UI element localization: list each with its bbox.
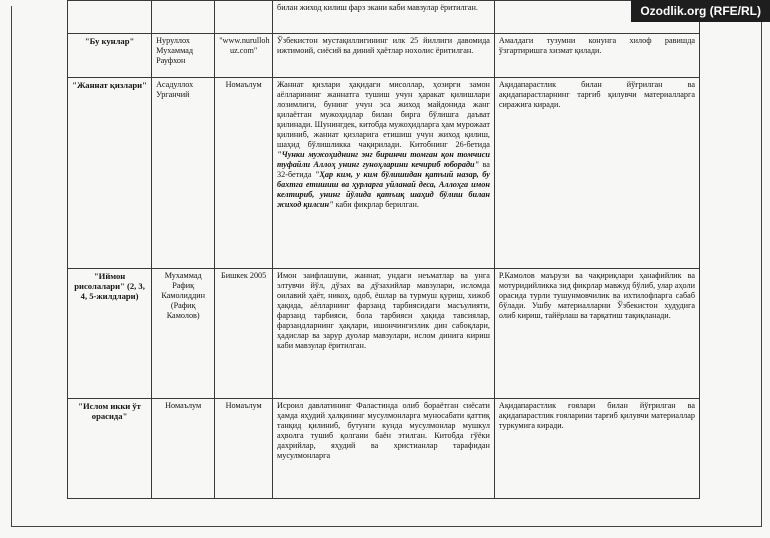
table-row bbox=[68, 34, 700, 78]
assessment-cell: Ақидапарастлик ғоялари билан йўғрилган ва ақидапарастлик ғояларини тарғиб қилувчи материаллар туркумига киради. bbox=[494, 399, 699, 499]
publisher-cell: Бишкек 2005 bbox=[215, 269, 273, 399]
title-cell: "Иймон рисолалари" (2, 3, 4, 5-жилдлари) bbox=[68, 269, 152, 399]
description-text: ва 32-бетида bbox=[277, 160, 490, 179]
title-cell: "Бу кунлар" bbox=[68, 34, 152, 78]
description-text: каби фикрлар берилган. bbox=[333, 200, 419, 209]
description-cell bbox=[273, 78, 495, 269]
title-cell bbox=[68, 1, 152, 34]
publisher-cell bbox=[215, 1, 273, 34]
author-cell: Асадуллох Урганчий bbox=[152, 78, 215, 269]
table-row bbox=[68, 399, 700, 499]
description-cell: Исроил давлатининг Фаластинда олиб бораётган сиёсати ҳамда яҳудий ҳалқининг мусулмонларга муносабати қаттиқ танқид қилиниб, бутунги кунда мусулмонлар мушкул аҳволга тушиб қолгани баён этилган. Китобда гўёки дахрийлар, яҳудий ва христианлар тарафидан мусулмонларга bbox=[273, 399, 495, 499]
publisher-cell: Номаълум bbox=[215, 399, 273, 499]
description-cell: Ўзбекистон мустақиллигининг илк 25 йиллиги давомида ижтимоий, сиёсий ва диний ҳаётлар ноxолис ёритилган. bbox=[273, 34, 495, 78]
publisher-cell: Номаълум bbox=[215, 78, 273, 269]
watermark-label: Ozodlik.org (RFE/RL) bbox=[631, 0, 770, 22]
quote-text: "Ҳар ким, у ким бўлишидан қатъий назар, бу бахтга етишиш ва ҳурларга уйланай деса, Аллоҳга имон келтириб, унинг йўлида қатъиқ шаҳид бўлиш билан жиход қилсин" bbox=[277, 170, 490, 209]
assessment-cell: Р.Камолов маърузи ва чақириқлари ҳанафийлик ва мотуридийликка зид фикрлар мавжуд бўлиб, улар аҳоли орасида турли тушунмовчилик ва иxтилофларга сабаб бўлади. Ушбу материалларни Ўзбекистон худудига олиб кириш, тайёрлаш ва тарқатиш тақиқланади. bbox=[494, 269, 699, 399]
author-cell: Нуруллох Мухаммад Рауфхон bbox=[152, 34, 215, 78]
title-cell: "Жаннат қизлари" bbox=[68, 78, 152, 269]
publisher-cell: "www.nurulloh uz.com" bbox=[215, 34, 273, 78]
title-cell: "Ислом икки ўт орасида" bbox=[68, 399, 152, 499]
table-row bbox=[68, 78, 700, 269]
table-row bbox=[68, 1, 700, 34]
description-cell: билан жиход килиш фарз экани каби мавзулар ёритилган. bbox=[273, 1, 495, 34]
table-row bbox=[68, 269, 700, 399]
assessment-cell: Амалдаги тузумни конунга хилоф равишда ўзгартиришга хизмат қилади. bbox=[494, 34, 699, 78]
author-cell: Мухаммад Рафиқ Камолиддин (Рафиқ Камолов) bbox=[152, 269, 215, 399]
document-table bbox=[67, 0, 700, 499]
quote-text: "Чунки мужоҳиднинг энг биринчи томган қон томчиси туфайли Аллоҳ унинг гуноҳларини кечириб юборади" bbox=[277, 150, 490, 169]
author-cell: Номаълум bbox=[152, 399, 215, 499]
description-text: Жаннат қизлари ҳақидаги мисоллар, ҳозирги замон аёлларининг жаннатга тушиш учун ҳаракат қилишлари лозимлиги, бунинг учун эса жиход майдонида жанг қилаётган мужоҳидлар билан бирга бўлишга даъват қилинади. Шунингдек, китобда мужоҳидларга ҳам мурожаат қилиниб, жаннат қизларига етишиш учун жиход қилиш, шаҳид бўлишликка чақирилади. Китобнинг 26-бетида bbox=[277, 80, 490, 149]
description-cell: Имон заифлашуви, жаннат, ундаги неъматлар ва унга элтувчи йўл, дўзах ва дўзахийлар мавзулари, исломда оилавий ҳаёт, никоҳ, одоб, ёшлар ва турмуш қуриш, хижоб ҳақида, аёлларнинг фарзанд тарбиясидаги масъулияти, фарзанд тарбияси, бола тарбияси ҳақида тавсиялар, фарзандларнинг ҳақлари, ишончингизлик дин сабоқлари, ҳадислар ва зарур дуолар мавзулари, ислом динига кириш каби мавзулар ёритилган. bbox=[273, 269, 495, 399]
assessment-cell: Ақидапарастлик билан йўғрилган ва ақидапарастларнинг тарғиб қилувчи материалларга сиражига киради. bbox=[494, 78, 699, 269]
author-cell bbox=[152, 1, 215, 34]
